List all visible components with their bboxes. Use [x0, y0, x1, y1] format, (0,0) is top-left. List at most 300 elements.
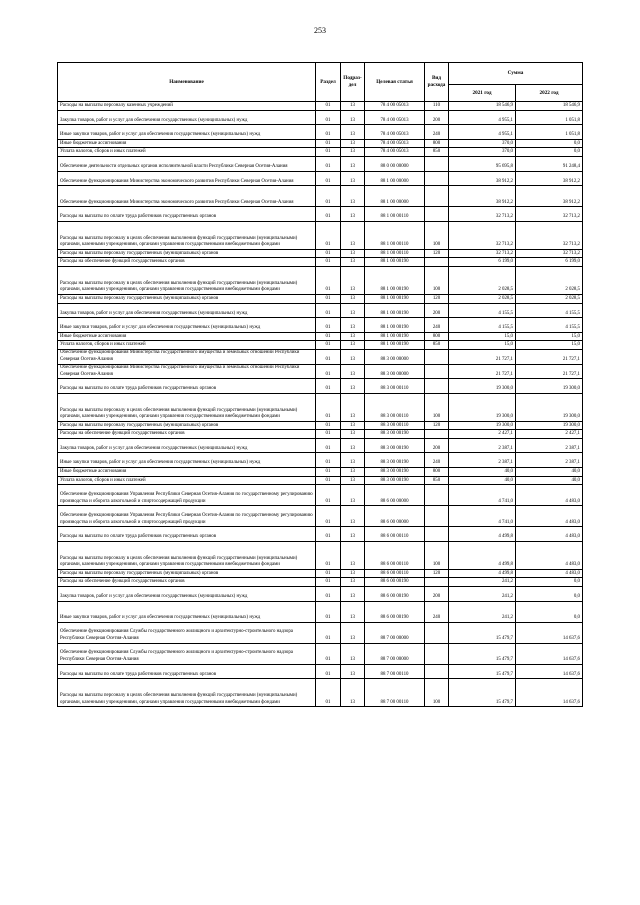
- row-vid: 200: [425, 110, 449, 125]
- row-razdel: 01: [316, 266, 341, 294]
- row-target: 88 1 00 00110: [365, 249, 425, 258]
- row-name: Расходы на выплаты персоналу в целях обеспечения выполнения функций государственными (муниципальными) органами, казенными учреждениями, органами управления государственными внебюджетными фондами: [58, 679, 316, 707]
- row-target: 88 3 00 00110: [365, 379, 425, 394]
- table-row: [58, 249, 583, 258]
- row-sum-2021: 95 695,8: [449, 156, 516, 171]
- row-name: Закупка товаров, работ и услуг для обеспечения государственных (муниципальных) нужд: [58, 587, 316, 602]
- row-vid: 100: [425, 266, 449, 294]
- row-vid: 120: [425, 249, 449, 258]
- row-sum-2022: 19 300,0: [516, 393, 583, 421]
- row-podrazdel: 13: [341, 679, 365, 707]
- row-target: 88 3 00 00000: [365, 349, 425, 364]
- row-target: 88 7 00 00000: [365, 622, 425, 643]
- table-row: [58, 125, 583, 140]
- row-vid: 240: [425, 318, 449, 333]
- row-vid: 120: [425, 294, 449, 303]
- row-target: 88 3 00 00190: [365, 430, 425, 439]
- row-vid: [425, 156, 449, 171]
- row-podrazdel: 13: [341, 587, 365, 602]
- row-sum-2022: 1 051,8: [516, 110, 583, 125]
- row-razdel: 01: [316, 294, 341, 303]
- row-sum-2022: 0,0: [516, 139, 583, 148]
- row-name: Обеспечение функционирования Министерства экономического развития Республики Северная Осетия-Алания: [58, 171, 316, 186]
- row-vid: [425, 578, 449, 587]
- header-target: Целевая статья: [365, 63, 425, 102]
- row-sum-2022: 32 713,2: [516, 207, 583, 222]
- row-razdel: 01: [316, 485, 341, 506]
- row-vid: 850: [425, 476, 449, 485]
- table-body: [58, 102, 583, 707]
- table-row: [58, 421, 583, 430]
- row-razdel: 01: [316, 476, 341, 485]
- row-name: Расходы на обеспечение функций государственных органов: [58, 430, 316, 439]
- row-sum-2021: 4 955,1: [449, 110, 516, 125]
- row-vid: [425, 364, 449, 379]
- row-name: Расходы на выплаты персоналу государственных (муниципальных) органов: [58, 421, 316, 430]
- row-target: 88 1 00 00190: [365, 318, 425, 333]
- row-razdel: 01: [316, 453, 341, 468]
- row-razdel: 01: [316, 102, 341, 111]
- row-sum-2022: 0,0: [516, 601, 583, 622]
- header-razdel: Раздел: [316, 63, 341, 102]
- row-name: Иные закупки товаров, работ и услуг для обеспечения государственных (муниципальных) нужд: [58, 125, 316, 140]
- row-vid: [425, 186, 449, 207]
- row-target: 88 3 00 00110: [365, 393, 425, 421]
- row-target: 88 3 00 00190: [365, 438, 425, 453]
- row-name: Расходы на выплаты персоналу в целях обеспечения выполнения функций государственными (муниципальными) органами, казенными учреждениями, органами управления государственными внебюджетными фондами: [58, 393, 316, 421]
- row-sum-2022: 38 912,2: [516, 186, 583, 207]
- row-name: Обеспечение функционирования Управления Республики Северная Осетия-Алания по государственному регулированию производства и оборота алкогольной и спиртосодержащей продукции: [58, 506, 316, 527]
- row-razdel: 01: [316, 679, 341, 707]
- table-row: [58, 587, 583, 602]
- table-row: [58, 110, 583, 125]
- row-sum-2021: 38 912,2: [449, 171, 516, 186]
- header-podrazdel: Подраз-дел: [341, 63, 365, 102]
- row-sum-2021: 18 546,9: [449, 102, 516, 111]
- table-row: [58, 102, 583, 111]
- row-razdel: 01: [316, 430, 341, 439]
- row-sum-2022: 4 483,0: [516, 527, 583, 542]
- row-podrazdel: 13: [341, 171, 365, 186]
- row-razdel: 01: [316, 622, 341, 643]
- table-row: [58, 527, 583, 542]
- row-name: Закупка товаров, работ и услуг для обеспечения государственных (муниципальных) нужд: [58, 303, 316, 318]
- row-sum-2021: 15 479,7: [449, 643, 516, 664]
- row-target: 88 1 00 00190: [365, 266, 425, 294]
- row-name: Расходы на обеспечение функций государственных органов: [58, 578, 316, 587]
- row-podrazdel: 13: [341, 332, 365, 341]
- row-target: 88 3 00 00190: [365, 476, 425, 485]
- header-2021: 2021 год: [449, 85, 516, 102]
- row-podrazdel: 13: [341, 221, 365, 249]
- row-sum-2022: 18 546,9: [516, 102, 583, 111]
- row-vid: 200: [425, 587, 449, 602]
- row-sum-2021: 2 028,5: [449, 266, 516, 294]
- row-razdel: 01: [316, 110, 341, 125]
- row-podrazdel: 13: [341, 622, 365, 643]
- row-target: 88 1 00 00000: [365, 171, 425, 186]
- row-name: Расходы на обеспечение функций государственных органов: [58, 258, 316, 267]
- row-razdel: 01: [316, 569, 341, 578]
- row-sum-2022: 21 727,1: [516, 349, 583, 364]
- row-podrazdel: 13: [341, 102, 365, 111]
- row-razdel: 01: [316, 379, 341, 394]
- row-target: 88 1 00 00190: [365, 303, 425, 318]
- row-name: Иные закупки товаров, работ и услуг для обеспечения государственных (муниципальных) нужд: [58, 601, 316, 622]
- table-row: [58, 468, 583, 477]
- row-target: 88 6 00 00190: [365, 601, 425, 622]
- row-vid: [425, 379, 449, 394]
- row-sum-2021: 2 427,1: [449, 430, 516, 439]
- row-sum-2022: 14 637,6: [516, 622, 583, 643]
- row-podrazdel: 13: [341, 393, 365, 421]
- row-name: Обеспечение функционирования Службы государственного жилищного и архитектурно-строительного надзора Республики Северная Осетия-Алания: [58, 622, 316, 643]
- header-name: Наименование: [58, 63, 316, 102]
- row-podrazdel: 13: [341, 421, 365, 430]
- row-razdel: 01: [316, 207, 341, 222]
- table-row: [58, 148, 583, 157]
- row-sum-2022: 15,0: [516, 332, 583, 341]
- row-vid: [425, 349, 449, 364]
- row-razdel: 01: [316, 601, 341, 622]
- row-podrazdel: 13: [341, 438, 365, 453]
- row-podrazdel: 13: [341, 578, 365, 587]
- row-podrazdel: 13: [341, 527, 365, 542]
- table-row: [58, 476, 583, 485]
- row-target: 88 6 00 00110: [365, 527, 425, 542]
- row-podrazdel: 13: [341, 569, 365, 578]
- table-row: [58, 156, 583, 171]
- row-name: Обеспечение функционирования Службы государственного жилищного и архитектурно-строительного надзора Республики Северная Осетия-Алания: [58, 643, 316, 664]
- row-target: 88 1 00 00110: [365, 207, 425, 222]
- row-podrazdel: 13: [341, 601, 365, 622]
- row-sum-2022: 2 028,5: [516, 266, 583, 294]
- row-razdel: 01: [316, 643, 341, 664]
- table-row: [58, 578, 583, 587]
- row-vid: 240: [425, 601, 449, 622]
- row-vid: 800: [425, 332, 449, 341]
- table-row: [58, 379, 583, 394]
- row-sum-2022: 91 248,4: [516, 156, 583, 171]
- row-sum-2021: 15 479,7: [449, 679, 516, 707]
- header-2022: 2022 год: [516, 85, 583, 102]
- row-target: 78 4 00 05013: [365, 110, 425, 125]
- row-name: Расходы на выплаты персоналу казенных учреждений: [58, 102, 316, 111]
- row-target: 88 6 00 00190: [365, 578, 425, 587]
- table-row: [58, 186, 583, 207]
- row-sum-2021: 370,0: [449, 139, 516, 148]
- row-target: 78 4 00 05013: [365, 148, 425, 157]
- table-row: [58, 221, 583, 249]
- row-podrazdel: 13: [341, 379, 365, 394]
- table-row: [58, 349, 583, 364]
- table-row: [58, 664, 583, 679]
- row-podrazdel: 13: [341, 249, 365, 258]
- row-sum-2021: 21 727,1: [449, 364, 516, 379]
- table-row: [58, 294, 583, 303]
- table-row: [58, 506, 583, 527]
- row-sum-2021: 15,0: [449, 341, 516, 350]
- row-target: 78 4 00 05013: [365, 139, 425, 148]
- row-podrazdel: 13: [341, 156, 365, 171]
- row-sum-2021: 40,0: [449, 476, 516, 485]
- row-name: Расходы на выплаты персоналу государственных (муниципальных) органов: [58, 294, 316, 303]
- row-razdel: 01: [316, 171, 341, 186]
- row-name: Иные бюджетные ассигнования: [58, 332, 316, 341]
- row-podrazdel: 13: [341, 318, 365, 333]
- row-vid: [425, 171, 449, 186]
- table-row: [58, 341, 583, 350]
- table-row: [58, 453, 583, 468]
- row-sum-2021: 241,2: [449, 601, 516, 622]
- row-name: Расходы на выплаты по оплате труда работников государственных органов: [58, 527, 316, 542]
- row-podrazdel: 13: [341, 430, 365, 439]
- header-vid: Вид расхода: [425, 63, 449, 102]
- row-razdel: 01: [316, 303, 341, 318]
- row-razdel: 01: [316, 332, 341, 341]
- row-sum-2022: 40,0: [516, 476, 583, 485]
- row-podrazdel: 13: [341, 148, 365, 157]
- row-sum-2022: 19 300,0: [516, 379, 583, 394]
- row-name: Уплата налогов, сборов и иных платежей: [58, 476, 316, 485]
- row-sum-2022: 6 199,0: [516, 258, 583, 267]
- row-razdel: 01: [316, 258, 341, 267]
- row-sum-2021: 241,2: [449, 587, 516, 602]
- row-name: Расходы на выплаты персоналу государственных (муниципальных) органов: [58, 249, 316, 258]
- row-razdel: 01: [316, 527, 341, 542]
- row-sum-2022: 14 637,6: [516, 679, 583, 707]
- row-sum-2022: 2 387,1: [516, 438, 583, 453]
- row-razdel: 01: [316, 318, 341, 333]
- row-sum-2021: 38 912,2: [449, 186, 516, 207]
- row-target: 88 1 00 00190: [365, 332, 425, 341]
- table-row: [58, 569, 583, 578]
- table-row: [58, 332, 583, 341]
- row-razdel: 01: [316, 364, 341, 379]
- table-row: [58, 171, 583, 186]
- row-vid: [425, 430, 449, 439]
- row-name: Закупка товаров, работ и услуг для обеспечения государственных (муниципальных) нужд: [58, 438, 316, 453]
- row-vid: [425, 258, 449, 267]
- row-name: Обеспечение функционирования Управления Республики Северная Осетия-Алания по государственному регулированию производства и оборота алкогольной и спиртосодержащей продукции: [58, 485, 316, 506]
- row-target: 88 3 00 00110: [365, 421, 425, 430]
- row-target: 88 1 00 00190: [365, 341, 425, 350]
- row-target: 88 0 00 00000: [365, 156, 425, 171]
- row-sum-2021: 32 713,2: [449, 249, 516, 258]
- row-target: 88 6 00 00110: [365, 541, 425, 569]
- row-name: Иные закупки товаров, работ и услуг для обеспечения государственных (муниципальных) нужд: [58, 453, 316, 468]
- table-row: [58, 430, 583, 439]
- row-name: Обеспечение функционирования Министерства государственного имущества и земельных отношений Республики Северная Осетия-Алания: [58, 364, 316, 379]
- table-row: [58, 679, 583, 707]
- row-sum-2022: 2 427,1: [516, 430, 583, 439]
- row-vid: [425, 643, 449, 664]
- row-razdel: 01: [316, 341, 341, 350]
- table-row: [58, 622, 583, 643]
- row-podrazdel: 13: [341, 258, 365, 267]
- budget-table: [57, 62, 583, 707]
- row-name: Расходы на выплаты по оплате труда работников государственных органов: [58, 207, 316, 222]
- row-sum-2022: 0,0: [516, 587, 583, 602]
- row-name: Уплата налогов, сборов и иных платежей: [58, 341, 316, 350]
- row-name: Расходы на выплаты по оплате труда работников государственных органов: [58, 664, 316, 679]
- row-sum-2022: 4 483,0: [516, 506, 583, 527]
- row-podrazdel: 13: [341, 294, 365, 303]
- row-vid: 240: [425, 125, 449, 140]
- row-sum-2021: 40,0: [449, 468, 516, 477]
- row-vid: [425, 506, 449, 527]
- row-sum-2022: 15,0: [516, 341, 583, 350]
- row-podrazdel: 13: [341, 266, 365, 294]
- row-name: Иные бюджетные ассигнования: [58, 139, 316, 148]
- row-podrazdel: 13: [341, 506, 365, 527]
- row-podrazdel: 13: [341, 186, 365, 207]
- row-podrazdel: 13: [341, 468, 365, 477]
- row-sum-2021: 4 155,5: [449, 318, 516, 333]
- row-sum-2021: 32 713,2: [449, 221, 516, 249]
- row-target: 88 6 00 00000: [365, 485, 425, 506]
- row-sum-2022: 0,0: [516, 578, 583, 587]
- table-row: [58, 485, 583, 506]
- row-sum-2021: 21 727,1: [449, 349, 516, 364]
- row-razdel: 01: [316, 139, 341, 148]
- row-sum-2022: 40,0: [516, 468, 583, 477]
- row-vid: 110: [425, 102, 449, 111]
- table-row: [58, 364, 583, 379]
- row-podrazdel: 13: [341, 207, 365, 222]
- row-vid: 100: [425, 679, 449, 707]
- row-vid: 850: [425, 148, 449, 157]
- row-podrazdel: 13: [341, 541, 365, 569]
- row-sum-2021: 241,2: [449, 578, 516, 587]
- row-razdel: 01: [316, 587, 341, 602]
- row-name: Обеспечение деятельности отдельных органов исполнительной власти Республики Северная Осетия-Алания: [58, 156, 316, 171]
- row-vid: 800: [425, 139, 449, 148]
- row-vid: [425, 485, 449, 506]
- row-sum-2021: 2 387,1: [449, 453, 516, 468]
- row-sum-2022: 38 912,2: [516, 171, 583, 186]
- row-name: Иные закупки товаров, работ и услуг для обеспечения государственных (муниципальных) нужд: [58, 318, 316, 333]
- row-podrazdel: 13: [341, 125, 365, 140]
- row-sum-2022: 14 637,6: [516, 664, 583, 679]
- row-sum-2021: 15 479,7: [449, 664, 516, 679]
- table-row: [58, 438, 583, 453]
- row-razdel: 01: [316, 349, 341, 364]
- row-name: Расходы на выплаты персоналу государственных (муниципальных) органов: [58, 569, 316, 578]
- row-sum-2021: 4 155,5: [449, 303, 516, 318]
- row-sum-2022: 14 637,6: [516, 643, 583, 664]
- row-sum-2022: 0,0: [516, 148, 583, 157]
- row-vid: 240: [425, 453, 449, 468]
- row-vid: [425, 622, 449, 643]
- row-name: Закупка товаров, работ и услуг для обеспечения государственных (муниципальных) нужд: [58, 110, 316, 125]
- row-target: 88 6 00 00190: [365, 587, 425, 602]
- row-vid: 120: [425, 421, 449, 430]
- row-sum-2022: 4 483,0: [516, 569, 583, 578]
- table-row: [58, 643, 583, 664]
- row-name: Расходы на выплаты по оплате труда работников государственных органов: [58, 379, 316, 394]
- row-razdel: 01: [316, 186, 341, 207]
- row-razdel: 01: [316, 421, 341, 430]
- row-razdel: 01: [316, 438, 341, 453]
- row-sum-2021: 19 300,0: [449, 421, 516, 430]
- row-sum-2021: 4 499,8: [449, 541, 516, 569]
- row-sum-2021: 4 741,0: [449, 506, 516, 527]
- table-row: [58, 541, 583, 569]
- row-podrazdel: 13: [341, 364, 365, 379]
- table-row: [58, 266, 583, 294]
- row-vid: 120: [425, 569, 449, 578]
- row-target: 88 1 00 00110: [365, 221, 425, 249]
- row-sum-2021: 4 499,8: [449, 569, 516, 578]
- row-vid: [425, 664, 449, 679]
- row-target: 78 4 00 05013: [365, 125, 425, 140]
- row-sum-2022: 2 387,1: [516, 453, 583, 468]
- row-sum-2021: 4 955,1: [449, 125, 516, 140]
- row-razdel: 01: [316, 156, 341, 171]
- row-sum-2021: 2 028,5: [449, 294, 516, 303]
- row-razdel: 01: [316, 125, 341, 140]
- row-sum-2022: 4 155,5: [516, 318, 583, 333]
- row-vid: 100: [425, 393, 449, 421]
- row-razdel: 01: [316, 249, 341, 258]
- row-sum-2021: 19 300,0: [449, 379, 516, 394]
- row-name: Обеспечение функционирования Министерства экономического развития Республики Северная Осетия-Алания: [58, 186, 316, 207]
- row-target: 88 1 00 00190: [365, 258, 425, 267]
- row-name: Расходы на выплаты персоналу в целях обеспечения выполнения функций государственными (муниципальными) органами, казенными учреждениями, органами управления государственными внебюджетными фондами: [58, 221, 316, 249]
- row-podrazdel: 13: [341, 110, 365, 125]
- row-vid: 100: [425, 541, 449, 569]
- row-podrazdel: 13: [341, 476, 365, 485]
- row-podrazdel: 13: [341, 303, 365, 318]
- row-sum-2021: 15 479,7: [449, 622, 516, 643]
- row-podrazdel: 13: [341, 349, 365, 364]
- page-number: 253: [314, 26, 326, 35]
- row-sum-2022: 2 028,5: [516, 294, 583, 303]
- row-target: 88 7 00 00110: [365, 664, 425, 679]
- row-sum-2022: 4 483,0: [516, 485, 583, 506]
- row-razdel: 01: [316, 221, 341, 249]
- row-target: 78 4 00 05013: [365, 102, 425, 111]
- row-podrazdel: 13: [341, 139, 365, 148]
- row-sum-2022: 32 713,2: [516, 249, 583, 258]
- row-name: Иные бюджетные ассигнования: [58, 468, 316, 477]
- row-target: 88 1 00 00190: [365, 294, 425, 303]
- header-sum: Сумма: [449, 63, 583, 85]
- row-sum-2022: 19 300,0: [516, 421, 583, 430]
- row-sum-2021: 4 499,8: [449, 527, 516, 542]
- row-razdel: 01: [316, 506, 341, 527]
- row-name: Расходы на выплаты персоналу в целях обеспечения выполнения функций государственными (муниципальными) органами, казенными учреждениями, органами управления государственными внебюджетными фондами: [58, 266, 316, 294]
- row-target: 88 6 00 00110: [365, 569, 425, 578]
- row-target: 88 7 00 00000: [365, 643, 425, 664]
- row-sum-2021: 15,0: [449, 332, 516, 341]
- row-razdel: 01: [316, 393, 341, 421]
- row-sum-2021: 4 741,0: [449, 485, 516, 506]
- row-vid: [425, 527, 449, 542]
- row-target: 88 6 00 00000: [365, 506, 425, 527]
- row-target: 88 3 00 00000: [365, 364, 425, 379]
- row-vid: 850: [425, 341, 449, 350]
- table-row: [58, 393, 583, 421]
- row-sum-2021: 32 713,2: [449, 207, 516, 222]
- row-sum-2021: 370,0: [449, 148, 516, 157]
- row-sum-2021: 19 300,0: [449, 393, 516, 421]
- row-name: Уплата налогов, сборов и иных платежей: [58, 148, 316, 157]
- row-podrazdel: 13: [341, 643, 365, 664]
- row-target: 88 3 00 00190: [365, 468, 425, 477]
- table-row: [58, 303, 583, 318]
